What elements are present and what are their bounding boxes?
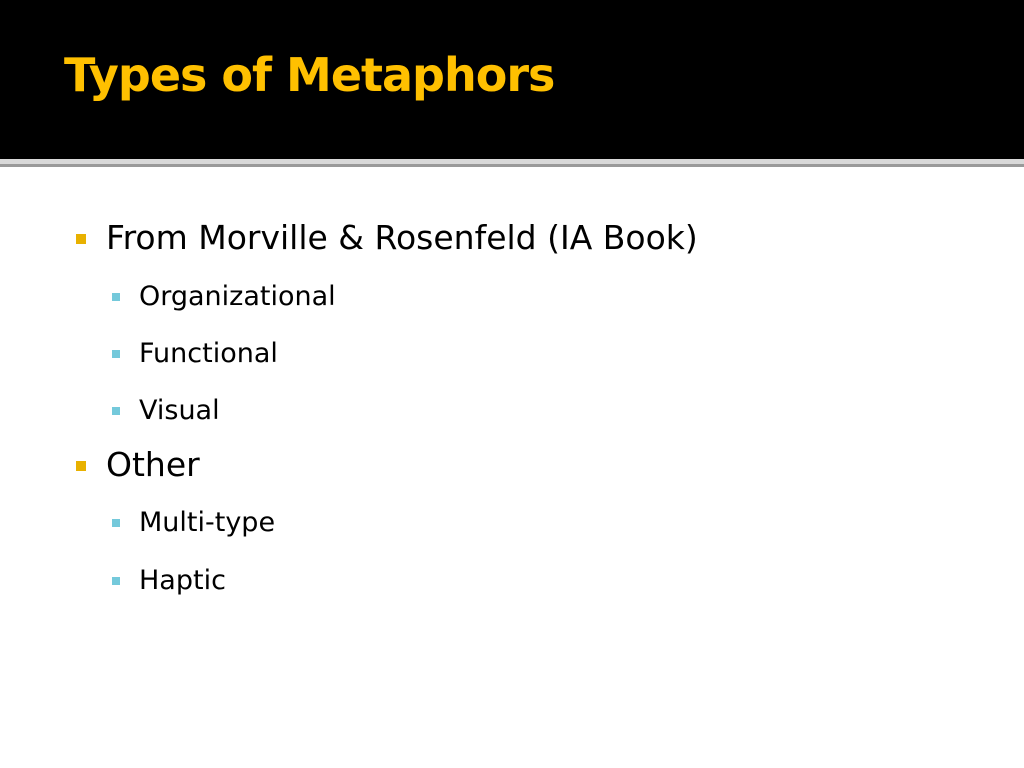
bullet-item: [106, 445, 200, 484]
sub-bullet-item: [139, 340, 278, 367]
square-bullet-icon: [112, 293, 120, 301]
slide-title: Types of Metaphors: [64, 48, 555, 102]
square-bullet-icon: [76, 234, 86, 244]
square-bullet-icon: [112, 350, 120, 358]
sub-bullet-text: Organizational: [139, 281, 336, 312]
sub-bullet-text: Visual: [139, 395, 220, 426]
square-bullet-icon: [112, 519, 120, 527]
square-bullet-icon: [112, 407, 120, 415]
bullet-text: From Morville & Rosenfeld (IA Book): [106, 218, 698, 257]
sub-bullet-item: [139, 509, 275, 536]
sub-bullet-text: Multi-type: [139, 507, 276, 538]
square-bullet-icon: [112, 577, 120, 585]
sub-bullet-item: [139, 283, 336, 310]
sub-bullet-item: [139, 567, 226, 594]
sub-bullet-text: Functional: [139, 338, 278, 369]
sub-bullet-item: [139, 397, 220, 424]
bullet-text: Other: [106, 445, 200, 484]
bullet-item: [106, 218, 698, 257]
square-bullet-icon: [76, 461, 86, 471]
sub-bullet-text: Haptic: [139, 565, 226, 596]
